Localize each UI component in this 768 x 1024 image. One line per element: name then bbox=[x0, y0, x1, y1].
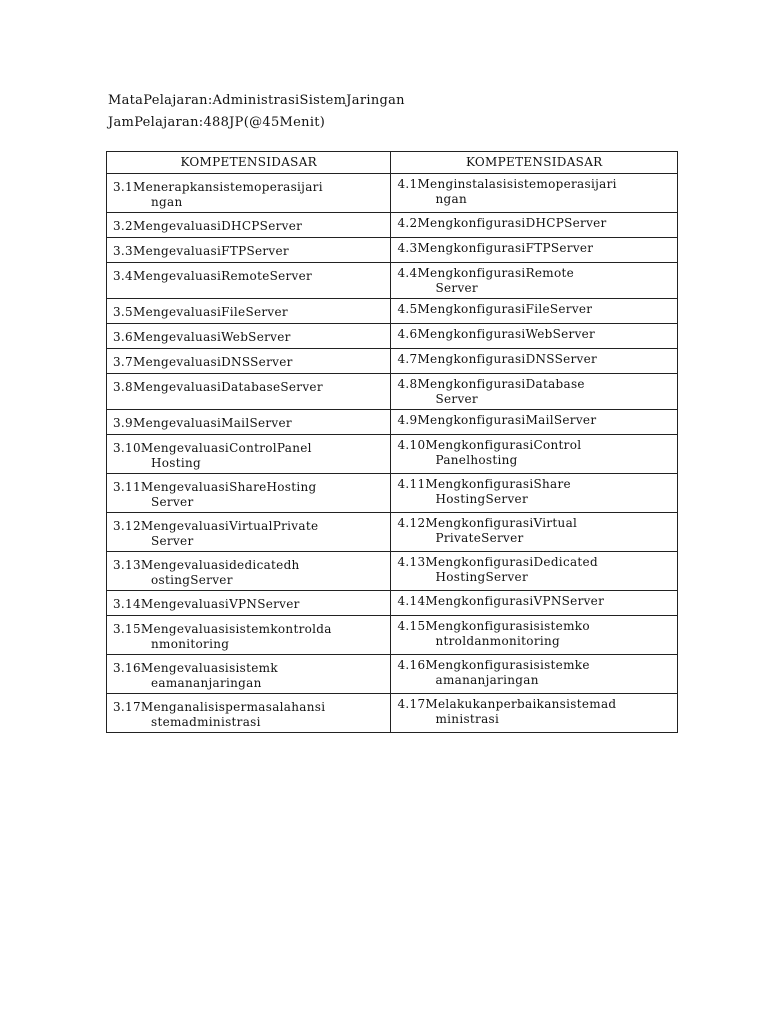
competency-text-line1: 3.2MengevaluasiDHCPServer bbox=[113, 219, 303, 233]
table-row bbox=[107, 513, 678, 552]
table-row bbox=[107, 299, 678, 324]
column-header-right: KOMPETENSIDASAR bbox=[391, 152, 678, 174]
competency-cell-knowledge bbox=[107, 655, 391, 694]
competency-text-line1: 4.8MengkonfigurasiDatabase bbox=[397, 377, 585, 391]
competency-text-line1: 4.7MengkonfigurasiDNSServer bbox=[397, 352, 598, 366]
competency-text-line1: 3.16Mengevaluasisistemk bbox=[113, 661, 278, 675]
competency-text-line2: ngan bbox=[435, 192, 467, 206]
competency-cell-knowledge bbox=[107, 174, 391, 213]
competency-text-line1: 4.15Mengkonfigurasisistemko bbox=[397, 619, 590, 633]
competency-text-line1: 3.4MengevaluasiRemoteServer bbox=[113, 269, 313, 283]
competency-cell-skill bbox=[391, 263, 678, 299]
table-row bbox=[107, 655, 678, 694]
table-row bbox=[107, 349, 678, 374]
hours-line: JamPelajaran:488JP(@45Menit) bbox=[108, 115, 326, 130]
competency-text-line2: PrivateServer bbox=[435, 531, 524, 545]
competency-text-line1: 4.3MengkonfigurasiFTPServer bbox=[397, 241, 594, 255]
competency-text-line2: Server bbox=[435, 281, 478, 295]
table-row bbox=[107, 263, 678, 299]
competency-text-line1: 3.14MengevaluasiVPNServer bbox=[113, 597, 300, 611]
competency-table bbox=[106, 151, 678, 733]
competency-text-line2: stemadministrasi bbox=[151, 715, 261, 729]
table-row bbox=[107, 324, 678, 349]
competency-cell-skill bbox=[391, 616, 678, 655]
competency-cell-knowledge bbox=[107, 263, 391, 299]
table-row bbox=[107, 591, 678, 616]
table-row bbox=[107, 174, 678, 213]
competency-text-line2: Hosting bbox=[151, 456, 202, 470]
competency-text-line2: Server bbox=[151, 495, 194, 509]
competency-cell-skill bbox=[391, 552, 678, 591]
competency-text-line1: 4.9MengkonfigurasiMailServer bbox=[397, 413, 597, 427]
competency-text-line2: Panelhosting bbox=[435, 453, 518, 467]
competency-text-line2: ostingServer bbox=[151, 573, 233, 587]
competency-cell-knowledge bbox=[107, 299, 391, 324]
table-row bbox=[107, 410, 678, 435]
table-row bbox=[107, 474, 678, 513]
competency-text-line1: 4.4MengkonfigurasiRemote bbox=[397, 266, 575, 280]
competency-text-line2: eamananjaringan bbox=[151, 676, 262, 690]
competency-cell-knowledge bbox=[107, 694, 391, 733]
competency-text-line1: 3.11MengevaluasiShareHosting bbox=[113, 480, 317, 494]
competency-text-line1: 3.10MengevaluasiControlPanel bbox=[113, 441, 312, 455]
competency-text-line1: 4.11MengkonfigurasiShare bbox=[397, 477, 571, 491]
competency-text-line2: ministrasi bbox=[435, 712, 500, 726]
competency-cell-skill bbox=[391, 299, 678, 324]
competency-cell-knowledge bbox=[107, 474, 391, 513]
competency-text-line1: 4.5MengkonfigurasiFileServer bbox=[397, 302, 593, 316]
competency-cell-skill bbox=[391, 694, 678, 733]
competency-text-line1: 4.10MengkonfigurasiControl bbox=[397, 438, 582, 452]
competency-text-line2: ntroldanmonitoring bbox=[435, 634, 560, 648]
competency-cell-skill bbox=[391, 474, 678, 513]
competency-cell-knowledge bbox=[107, 324, 391, 349]
competency-cell-knowledge bbox=[107, 513, 391, 552]
table-row bbox=[107, 552, 678, 591]
competency-text-line2: nmonitoring bbox=[151, 637, 230, 651]
competency-text-line1: 3.1Menerapkansistemoperasijari bbox=[113, 180, 323, 194]
competency-cell-skill bbox=[391, 410, 678, 435]
competency-text-line1: 4.13MengkonfigurasiDedicated bbox=[397, 555, 598, 569]
competency-text-line1: 3.15Mengevaluasisistemkontrolda bbox=[113, 622, 332, 636]
competency-text-line1: 3.17Menganalisispermasalahansi bbox=[113, 700, 326, 714]
competency-cell-skill bbox=[391, 655, 678, 694]
competency-cell-skill bbox=[391, 174, 678, 213]
competency-text-line1: 4.17Melakukanperbaikansistemad bbox=[397, 697, 617, 711]
table-row bbox=[107, 435, 678, 474]
table-row bbox=[107, 616, 678, 655]
table-row bbox=[107, 213, 678, 238]
table-row bbox=[107, 694, 678, 733]
table-row bbox=[107, 238, 678, 263]
competency-text-line1: 4.16Mengkonfigurasisistemke bbox=[397, 658, 590, 672]
competency-text-line1: 4.1Menginstalasisistemoperasijari bbox=[397, 177, 617, 191]
competency-cell-knowledge bbox=[107, 410, 391, 435]
competency-cell-skill bbox=[391, 435, 678, 474]
competency-cell-skill bbox=[391, 591, 678, 616]
table-row bbox=[107, 374, 678, 410]
column-header-left: KOMPETENSIDASAR bbox=[107, 152, 391, 174]
table-header-row bbox=[107, 152, 678, 174]
competency-text-line1: 3.8MengevaluasiDatabaseServer bbox=[113, 380, 323, 394]
competency-text-line2: HostingServer bbox=[435, 570, 528, 584]
competency-cell-knowledge bbox=[107, 552, 391, 591]
competency-text-line1: 3.12MengevaluasiVirtualPrivate bbox=[113, 519, 319, 533]
competency-text-line2: ngan bbox=[151, 195, 183, 209]
competency-text-line1: 4.12MengkonfigurasiVirtual bbox=[397, 516, 578, 530]
competency-text-line1: 3.7MengevaluasiDNSServer bbox=[113, 355, 293, 369]
competency-text-line1: 4.6MengkonfigurasiWebServer bbox=[397, 327, 596, 341]
competency-cell-skill bbox=[391, 213, 678, 238]
competency-text-line1: 3.6MengevaluasiWebServer bbox=[113, 330, 291, 344]
competency-cell-knowledge bbox=[107, 238, 391, 263]
competency-text-line1: 4.2MengkonfigurasiDHCPServer bbox=[397, 216, 607, 230]
competency-text-line2: Server bbox=[435, 392, 478, 406]
competency-cell-skill bbox=[391, 324, 678, 349]
competency-text-line1: 4.14MengkonfigurasiVPNServer bbox=[397, 594, 605, 608]
competency-text-line2: HostingServer bbox=[435, 492, 528, 506]
competency-cell-knowledge bbox=[107, 349, 391, 374]
competency-text-line1: 3.5MengevaluasiFileServer bbox=[113, 305, 288, 319]
competency-text-line2: Server bbox=[151, 534, 194, 548]
competency-cell-knowledge bbox=[107, 374, 391, 410]
competency-text-line2: amananjaringan bbox=[435, 673, 539, 687]
competency-cell-knowledge bbox=[107, 435, 391, 474]
competency-text-line1: 3.13Mengevaluasidedicatedh bbox=[113, 558, 300, 572]
competency-cell-knowledge bbox=[107, 591, 391, 616]
competency-text-line1: 3.9MengevaluasiMailServer bbox=[113, 416, 292, 430]
competency-cell-skill bbox=[391, 513, 678, 552]
competency-cell-knowledge bbox=[107, 616, 391, 655]
competency-cell-knowledge bbox=[107, 213, 391, 238]
subject-line: MataPelajaran:AdministrasiSistemJaringan bbox=[108, 93, 405, 108]
competency-text-line1: 3.3MengevaluasiFTPServer bbox=[113, 244, 289, 258]
competency-cell-skill bbox=[391, 349, 678, 374]
table-body bbox=[107, 174, 678, 733]
competency-cell-skill bbox=[391, 374, 678, 410]
competency-cell-skill bbox=[391, 238, 678, 263]
